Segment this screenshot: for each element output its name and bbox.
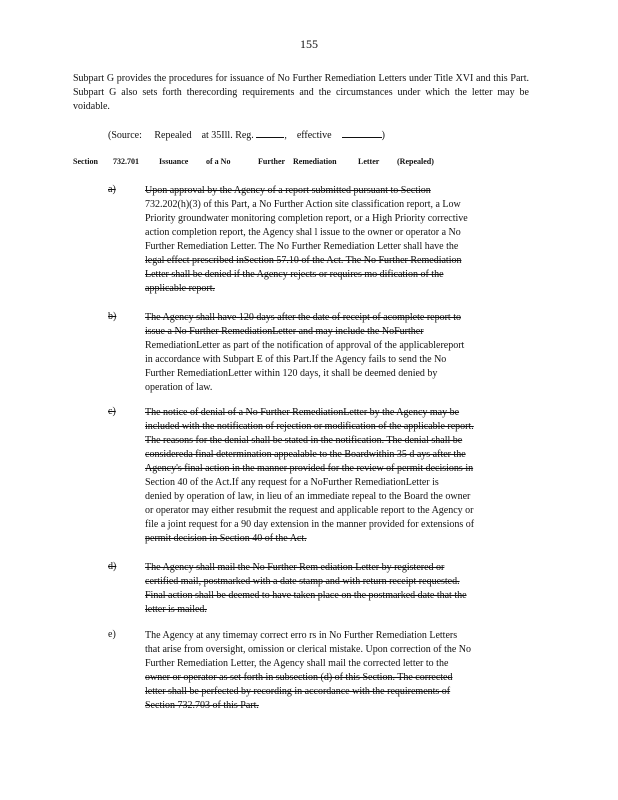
subsection-d-text [145, 561, 542, 617]
source-register: at 35Ill. Reg. [201, 130, 254, 141]
text-line: certified mail, postmarked with a date stamp and with return receipt requested. [145, 576, 460, 587]
subsection-b-text [145, 311, 542, 395]
text-line: action completion report, the Agency shal l issue to the owner or operator a No [145, 227, 461, 238]
subsection-a-text [145, 184, 542, 296]
text-line: or operator may either resubmit the request and applicable report to the Agency or [145, 505, 474, 516]
text-line: permit decision in Section 40 of the Act. [145, 533, 307, 544]
text-line: Further Remediation Letter. The No Further Remediation Letter shall have the [145, 241, 459, 252]
section-word: Section [73, 157, 98, 166]
text-line: operation of law. [145, 382, 213, 393]
text-line: Priority groundwater monitoring completion report, or a High Priority corrective [145, 213, 468, 224]
section-of-a-no: of a No [206, 157, 231, 166]
text-line: The Agency shall mail the No Further Rem ediation Letter by registered or [145, 562, 445, 573]
text-line: legal effect prescribed inSection 57.10 of the Act. The No Further Remediation [145, 255, 462, 266]
text-line: Letter shall be denied if the Agency rejects or requires mo dification of the [145, 269, 444, 280]
section-remediation: Remediation [293, 157, 337, 166]
text-line: Section 732.703 of this Part. [145, 700, 259, 711]
section-issuance: Issuance [159, 157, 189, 166]
text-line: included with the notification of rejection or modification of the applicable report. [145, 421, 474, 432]
source-repealed: Repealed [154, 130, 192, 141]
text-line: Agency's final action in the manner provided for the review of permit decisions in [145, 463, 474, 474]
text-line: issue a No Further RemediationLetter and may include the NoFurther [145, 326, 424, 337]
text-line: denied by operation of law, in lieu of an immediate repeal to the Board the owner [145, 491, 471, 502]
source-note [108, 128, 385, 141]
text-line: Section 40 of the Act.If any request for a NoFurther RemediationLetter is [145, 477, 439, 488]
text-line: Further Remediation Letter, the Agency shall mail the corrected letter to the [145, 658, 449, 669]
text-line: file a joint request for a 90 day extension in the manner provided for extensions of [145, 519, 475, 530]
text-line: owner or operator as set forth in subsection (d) of this Section. The corrected [145, 672, 453, 683]
text-line: letter shall be perfected by recording in accordance with the requirements of [145, 686, 451, 697]
section-repealed: (Repealed) [397, 157, 434, 166]
source-suffix: ) [381, 130, 385, 141]
subsection-b-label: b) [108, 311, 117, 322]
page-number: 155 [300, 37, 318, 51]
text-line: Final action shall be deemed to have taken place on the postmarked date that the [145, 590, 467, 601]
text-line: applicable report. [145, 283, 215, 294]
text-line: RemediationLetter as part of the notification of approval of the applicablereport [145, 340, 465, 351]
source-prefix: (Source: [108, 130, 142, 141]
text-line: Further RemediationLetter within 120 days, it shall be deemed denied by [145, 368, 438, 379]
text-line: The reasons for the denial shall be stated in the notification. The denial shall be [145, 435, 463, 446]
text-line: that arise from oversight, omission or clerical mistake. Upon correction of the No [145, 644, 472, 655]
section-number: 732.701 [113, 157, 139, 166]
text-line: 732.202(h)(3) of this Part, a No Further Action site classification report, a Low [145, 199, 461, 210]
subsection-e-label: e) [108, 629, 116, 640]
effective-date-blank [342, 128, 382, 138]
source-comma: , [284, 130, 287, 141]
section-letter: Letter [358, 157, 380, 166]
subsection-a-label: a) [108, 184, 116, 195]
source-effective: effective [296, 130, 332, 141]
register-blank [256, 128, 284, 138]
section-further: Further [258, 157, 286, 166]
text-line: The Agency at any timemay correct erro rs in No Further Remediation Letters [145, 630, 458, 641]
subsection-d-label: d) [108, 561, 117, 572]
subpart-intro-paragraph: Subpart G provides the procedures for issuance of No Further Remediation Letters under Title XVI and this Part. Subpart G also sets forth therecording requirements and the circumstances under which the letter may be voidable. [73, 73, 529, 112]
text-line: The notice of denial of a No Further RemediationLetter by the Agency may be [145, 407, 460, 418]
subsection-e-text [145, 629, 542, 713]
text-line: considereda final determination appealable to the Boardwithin 35 d ays after the [145, 449, 466, 460]
text-line: The Agency shall have 120 days after the date of receipt of acomplete report to [145, 312, 461, 323]
subsection-c-label: c) [108, 406, 116, 417]
text-line: in accordance with Subpart E of this Part.If the Agency fails to send the No [145, 354, 447, 365]
text-line: letter is mailed. [145, 604, 207, 615]
text-line: Upon approval by the Agency of a report submitted pursuant to Section [145, 185, 431, 196]
subsection-c-text [145, 406, 542, 546]
